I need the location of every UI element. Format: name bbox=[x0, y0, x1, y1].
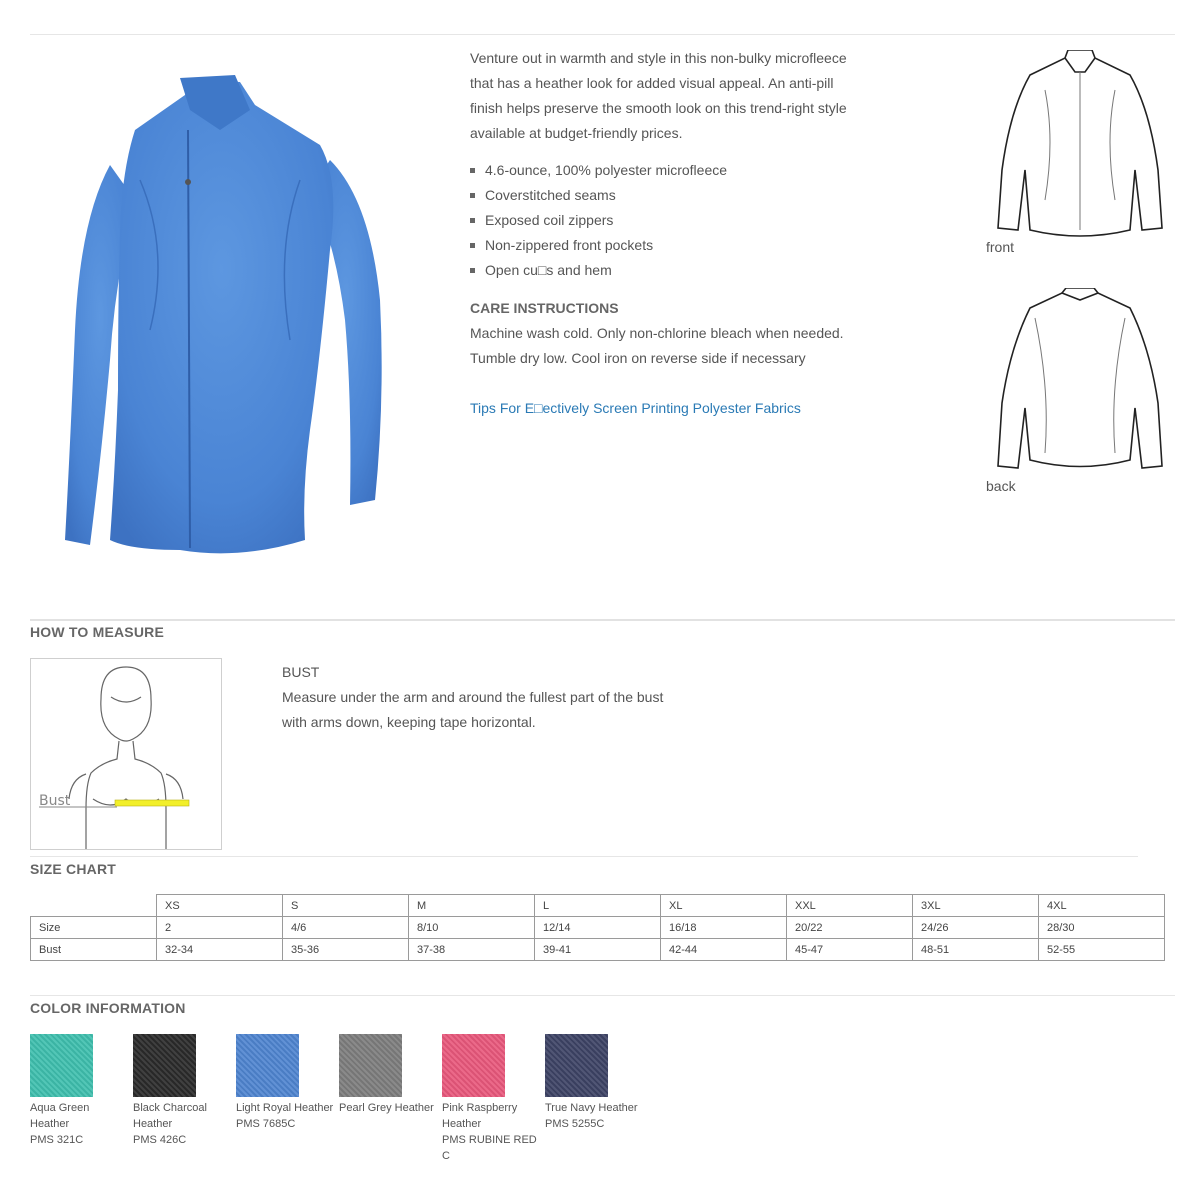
size-chart-table bbox=[30, 894, 1165, 961]
table-cell: 8/10 bbox=[409, 917, 535, 939]
table-cell: 39-41 bbox=[535, 939, 661, 961]
care-instructions-heading: CARE INSTRUCTIONS bbox=[470, 300, 619, 316]
size-header-cell: 4XL bbox=[1039, 895, 1165, 917]
bust-heading: BUST bbox=[282, 664, 320, 680]
table-cell: 2 bbox=[157, 917, 283, 939]
size-header-cell: S bbox=[283, 895, 409, 917]
swatch-black-charcoal-heather bbox=[133, 1034, 196, 1097]
bust-instruction-line: with arms down, keeping tape horizontal. bbox=[282, 714, 536, 730]
swatch-pms: PMS 7685C bbox=[236, 1118, 296, 1130]
table-row bbox=[31, 917, 1165, 939]
swatch-label bbox=[545, 1100, 645, 1132]
row-label: Size bbox=[31, 917, 157, 939]
swatch-name: Pink Raspberry Heather bbox=[442, 1102, 518, 1130]
bust-figure-label: Bust bbox=[39, 793, 71, 809]
table-cell: 20/22 bbox=[787, 917, 913, 939]
table-cell: 32-34 bbox=[157, 939, 283, 961]
table-cell: 37-38 bbox=[409, 939, 535, 961]
swatch-label bbox=[339, 1100, 443, 1116]
care-instructions-line: Machine wash cold. Only non-chlorine bleach when needed. bbox=[470, 325, 844, 341]
bust-instructions bbox=[282, 685, 682, 735]
color-information-heading: COLOR INFORMATION bbox=[30, 1000, 186, 1016]
size-header-row bbox=[31, 895, 1165, 917]
swatch-label bbox=[133, 1100, 233, 1148]
swatch-name: Black Charcoal Heather bbox=[133, 1102, 207, 1130]
how-to-measure-heading: HOW TO MEASURE bbox=[30, 624, 164, 640]
back-label: back bbox=[986, 478, 1016, 494]
feature-item: Exposed coil zippers bbox=[470, 208, 860, 233]
swatch-pms: PMS RUBINE RED C bbox=[442, 1134, 537, 1162]
size-header-cell: XS bbox=[157, 895, 283, 917]
swatch-name: Light Royal Heather bbox=[236, 1102, 334, 1114]
feature-item: 4.6-ounce, 100% polyester microfleece bbox=[470, 158, 860, 183]
size-header-cell: XXL bbox=[787, 895, 913, 917]
swatch-name: Pearl Grey Heather bbox=[339, 1102, 434, 1114]
feature-item: Non-zippered front pockets bbox=[470, 233, 860, 258]
table-cell: 24/26 bbox=[913, 917, 1039, 939]
top-divider bbox=[30, 34, 1175, 35]
swatch-label bbox=[442, 1100, 542, 1164]
tips-link[interactable]: Tips For E□ectively Screen Printing Polyester Fabrics bbox=[470, 400, 801, 416]
table-row bbox=[31, 939, 1165, 961]
front-label: front bbox=[986, 239, 1015, 255]
bust-instruction-line: Measure under the arm and around the fullest part of the bust bbox=[282, 689, 664, 705]
swatch-pink-raspberry-heather bbox=[442, 1034, 505, 1097]
swatch-pms: PMS 321C bbox=[30, 1134, 84, 1146]
swatch-pearl-grey-heather bbox=[339, 1034, 402, 1097]
swatch-aqua-green-heather bbox=[30, 1034, 93, 1097]
size-header-cell: M bbox=[409, 895, 535, 917]
description-intro: Venture out in warmth and style in this non-bulky microfleece that has a heather look for added visual appeal. An anti-pill finish helps preserve the smooth look on this trend-right style available at budget-friendly prices. bbox=[470, 50, 847, 141]
feature-item: Coverstitched seams bbox=[470, 183, 860, 208]
color-divider bbox=[30, 995, 1175, 996]
table-cell: 45-47 bbox=[787, 939, 913, 961]
row-label: Bust bbox=[31, 939, 157, 961]
table-cell: 4/6 bbox=[283, 917, 409, 939]
swatch-label bbox=[236, 1100, 336, 1132]
swatch-true-navy-heather bbox=[545, 1034, 608, 1097]
back-sketch bbox=[990, 288, 1170, 473]
jacket-photo bbox=[40, 70, 400, 590]
size-chart-heading: SIZE CHART bbox=[30, 861, 116, 877]
table-cell: 35-36 bbox=[283, 939, 409, 961]
feature-item: Open cu□s and hem bbox=[470, 258, 860, 283]
measure-figure bbox=[30, 658, 222, 850]
product-description bbox=[470, 46, 860, 421]
front-sketch bbox=[990, 50, 1170, 240]
feature-list bbox=[470, 158, 860, 283]
table-cell: 42-44 bbox=[661, 939, 787, 961]
size-chart-divider bbox=[30, 856, 1138, 857]
size-header-cell: XL bbox=[661, 895, 787, 917]
measure-divider bbox=[30, 619, 1175, 621]
size-header-cell: L bbox=[535, 895, 661, 917]
size-header-cell: 3XL bbox=[913, 895, 1039, 917]
swatch-label bbox=[30, 1100, 130, 1148]
swatch-name: Aqua Green Heather bbox=[30, 1102, 90, 1130]
swatch-name: True Navy Heather bbox=[545, 1102, 638, 1114]
table-cell: 52-55 bbox=[1039, 939, 1165, 961]
table-cell: 28/30 bbox=[1039, 917, 1165, 939]
table-cell: 12/14 bbox=[535, 917, 661, 939]
table-cell: 16/18 bbox=[661, 917, 787, 939]
body-outline-figure bbox=[31, 659, 221, 849]
swatch-pms: PMS 426C bbox=[133, 1134, 187, 1146]
care-instructions-line: Tumble dry low. Cool iron on reverse side if necessary bbox=[470, 350, 806, 366]
table-cell: 48-51 bbox=[913, 939, 1039, 961]
swatch-pms: PMS 5255C bbox=[545, 1118, 605, 1130]
swatch-light-royal-heather bbox=[236, 1034, 299, 1097]
